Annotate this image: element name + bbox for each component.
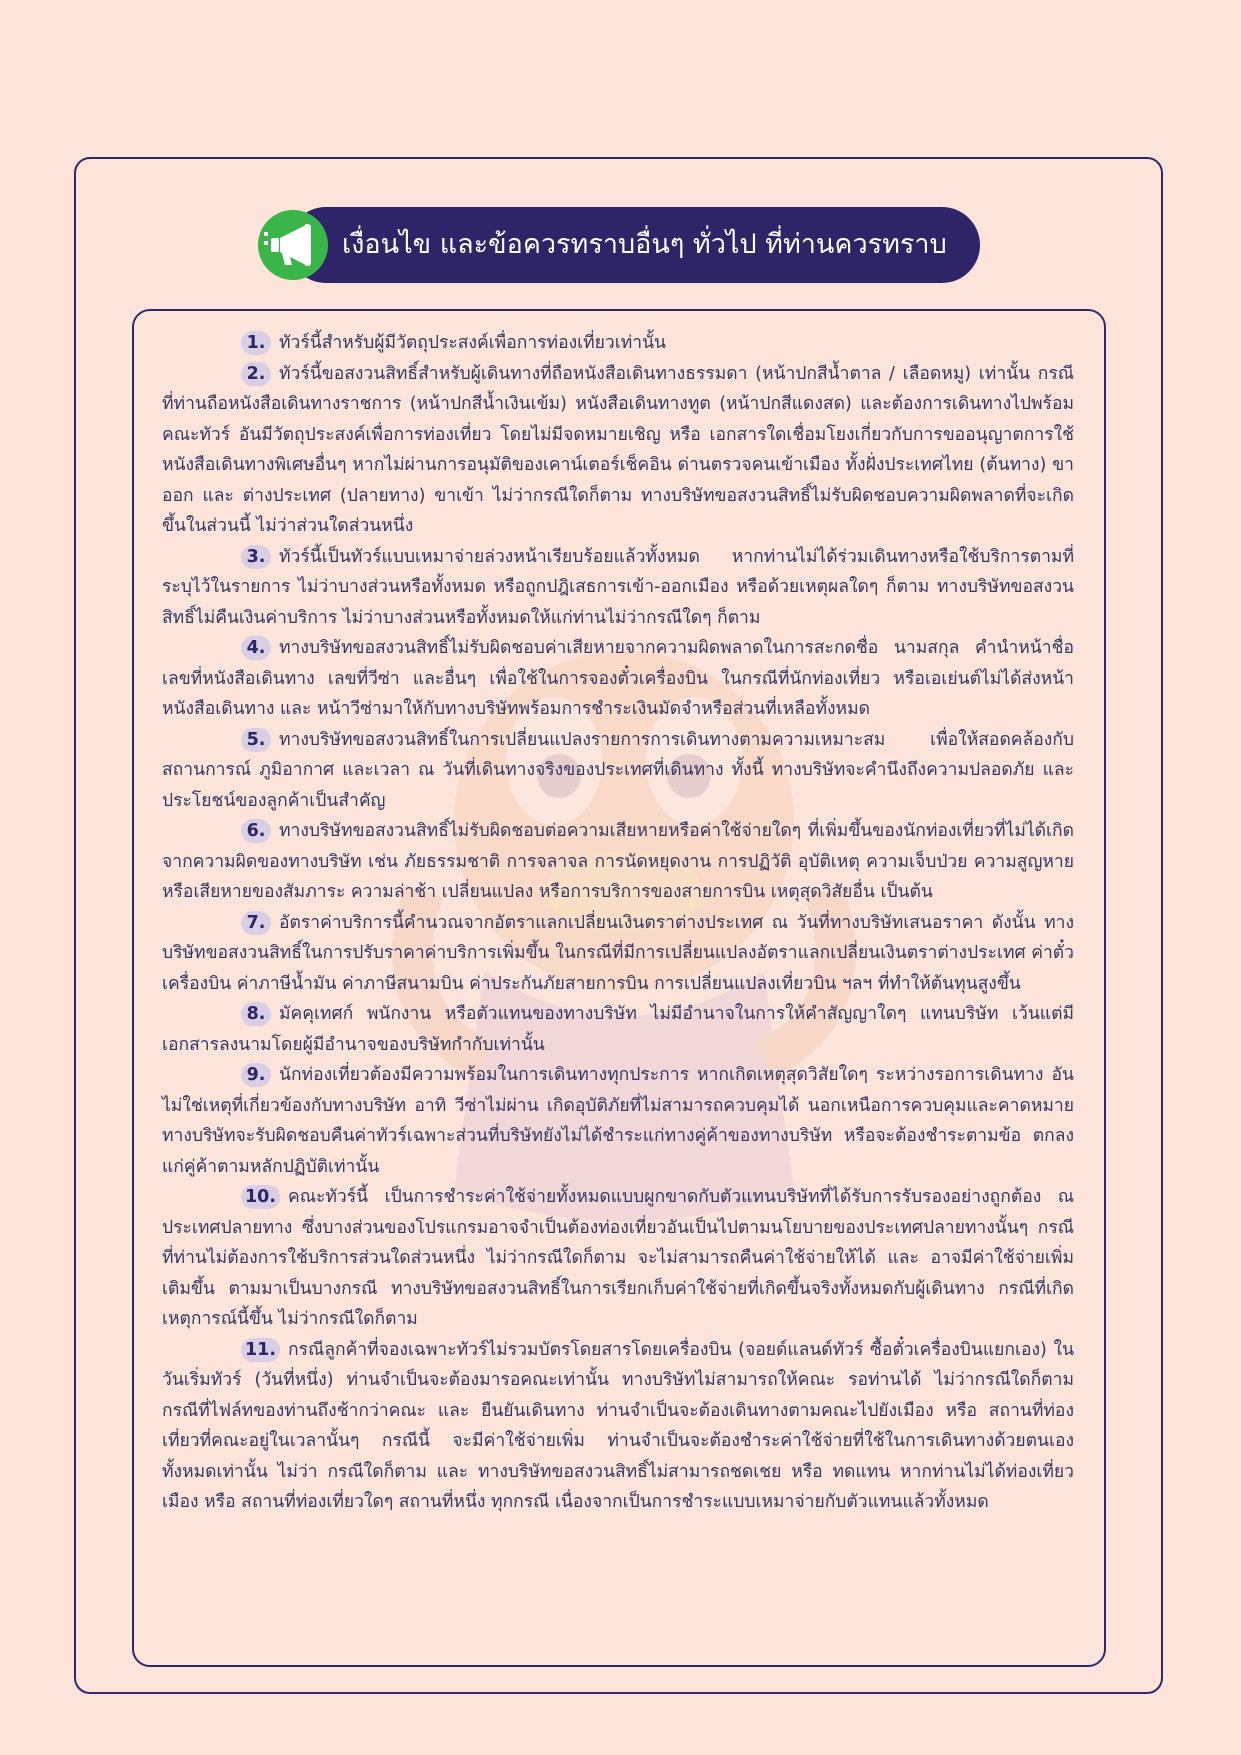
clause-item	[162, 1335, 1074, 1518]
clause-text: กรณีลูกค้าที่จองเฉพาะทัวร์ไม่รวมบัตรโดยสารโดยเครื่องบิน (จอยด์แลนด์ทัวร์ ซื้อตั๋วเครื่องบินแยกเอง) ในวันเริ่มทัวร์ (วันที่หนึ่ง) ท่านจำเป็นจะต้องมารอคณะเท่านั้น ทางบริษัทไม่สามารถให้คณะ รอท่านได้ ไม่ว่ากรณีใดก็ตาม กรณีที่ไฟล์ทของท่านถึงช้ากว่าคณะ และ ยืนยันเดินทาง ท่านจำเป็นจะต้องเดินทางตามคณะไปยังเมือง หรือ สถานที่ท่องเที่ยวที่คณะอยู่ในเวลานั้นๆ กรณีนี้ จะมีค่าใช้จ่ายเพิ่ม ท่านจำเป็นจะต้องชำระค่าใช้จ่ายที่ใช้ในการเดินทางด้วยตนเองทั้งหมดเท่านั้น ไม่ว่า กรณีใดก็ตาม และ ทางบริษัทขอสงวนสิทธิ์ไม่สามารถชดเชย หรือ ทดแทน หากท่านไม่ได้ท่องเที่ยวเมือง หรือ สถานที่ท่องเที่ยวใดๆ สถานที่หนึ่ง ทุกกรณี เนื่องจากเป็นการชำระแบบเหมาจ่ายกับตัวแทนแล้วทั้งหมด	[162, 1339, 1074, 1512]
clause-item	[162, 999, 1074, 1060]
megaphone-icon	[258, 210, 328, 280]
page-title: เงื่อนไข และข้อควรทราบอื่นๆ ทั่วไป ที่ท่านควรทราบ	[342, 229, 947, 260]
clause-list	[162, 328, 1074, 1518]
clause-number: 3.	[241, 545, 271, 569]
clause-text: ทัวร์นี้สำหรับผู้มีวัตถุประสงค์เพื่อการท่องเที่ยวเท่านั้น	[279, 333, 666, 353]
clause-text: ทัวร์นี้เป็นทัวร์แบบเหมาจ่ายล่วงหน้าเรียบร้อยแล้วทั้งหมด หากท่านไม่ได้ร่วมเดินทางหรือใช้บริการตามที่ระบุไว้ในรายการ ไม่ว่าบางส่วนหรือทั้งหมด หรือถูกปฎิเสธการเข้า-ออกเมือง หรือด้วยเหตุผลใดๆ ก็ตาม ทางบริษัทขอสงวนสิทธิ์ไม่คืนเงินค่าบริการ ไม่ว่าบางส่วนหรือทั้งหมดให้แก่ท่านไม่ว่ากรณีใดๆ ก็ตาม	[162, 546, 1074, 628]
clause-text: ทัวร์นี้ขอสงวนสิทธิ์สำหรับผู้เดินทางที่ถือหนังสือเดินทางธรรมดา (หน้าปกสีน้ำตาล / เลือดหมู) เท่านั้น กรณีที่ท่านถือหนังสือเดินทางราชการ (หน้าปกสีน้ำเงินเข้ม) หนังสือเดินทางทูต (หน้าปกสีแดงสด) และต้องการเดินทางไปพร้อมคณะทัวร์ อันมีวัตถุประสงค์เพื่อการท่องเที่ยว โดยไม่มีจดหมายเชิญ หรือ เอกสารใดเชื่อมโยงเกี่ยวกับการขออนุญาตการใช้หนังสือเดินทางพิเศษอื่นๆ หากไม่ผ่านการอนุมัติของเคาน์เตอร์เช็คอิน ด่านตรวจคนเข้าเมือง ทั้งฝั่งประเทศไทย (ต้นทาง) ขาออก และ ต่างประเทศ (ปลายทาง) ขาเข้า ไม่ว่ากรณีใดก็ตาม ทางบริษัทขอสงวนสิทธิ์ไม่รับผิดชอบความผิดพลาดที่จะเกิดขึ้นในส่วนนี้ ไม่ว่าส่วนใดส่วนหนึ่ง	[162, 363, 1074, 536]
clause-number: 11.	[241, 1338, 280, 1362]
clause-number: 4.	[241, 636, 271, 660]
clause-number: 6.	[241, 819, 271, 843]
clause-item	[162, 1182, 1074, 1335]
clause-text: ทางบริษัทขอสงวนสิทธิ์ในการเปลี่ยนแปลงรายการการเดินทางตามความเหมาะสม เพื่อให้สอดคล้องกับ สถานการณ์ ภูมิอากาศ และเวลา ณ วันที่เดินทางจริงของประเทศที่เดินทาง ทั้งนี้ ทางบริษัทจะคำนึงถึงความปลอดภัย และ ประโยชน์ของลูกค้าเป็นสำคัญ	[162, 729, 1074, 811]
clause-item	[162, 816, 1074, 908]
clause-item	[162, 328, 1074, 359]
clause-number: 9.	[241, 1063, 271, 1087]
clause-item	[162, 359, 1074, 542]
clause-text: ทางบริษัทขอสงวนสิทธิ์ไม่รับผิดชอบค่าเสียหายจากความผิดพลาดในการสะกดชื่อ นามสกุล คำนำหน้าชื่อ เลขที่หนังสือเดินทาง เลขที่วีซ่า และอื่นๆ เพื่อใช้ในการจองตั๋วเครื่องบิน ในกรณีที่นักท่องเที่ยว หรือเอเย่นต์ไม่ได้ส่งหน้าหนังสือเดินทาง และ หน้าวีซ่ามาให้กับทางบริษัทพร้อมการชำระเงินมัดจำหรือส่วนที่เหลือทั้งหมด	[162, 638, 1074, 719]
conditions-box	[132, 309, 1106, 1667]
clause-number: 8.	[241, 1002, 271, 1026]
title-banner	[258, 207, 980, 283]
clause-number: 1.	[241, 331, 271, 355]
clause-text: อัตราค่าบริการนี้คำนวณจากอัตราแลกเปลี่ยนเงินตราต่างประเทศ ณ วันที่ทางบริษัทเสนอราคา ดังนั้น ทางบริษัทขอสงวนสิทธิ์ในการปรับราคาค่าบริการเพิ่มขึ้น ในกรณีที่มีการเปลี่ยนแปลงอัตราแลกเปลี่ยนเงินตราต่างประเทศ ค่าตั๋ว เครื่องบิน ค่าภาษีน้ำมัน ค่าภาษีสนามบิน ค่าประกันภัยสายการบิน การเปลี่ยนแปลงเที่ยวบิน ฯลฯ ที่ทำให้ต้นทุนสูงขึ้น	[162, 912, 1074, 994]
clause-number: 5.	[241, 728, 271, 752]
clause-text: มัคคุเทศก์ พนักงาน หรือตัวแทนของทางบริษัท ไม่มีอำนาจในการให้คำสัญญาใดๆ แทนบริษัท เว้นแต่มีเอกสารลงนามโดยผู้มีอำนาจของบริษัทกำกับเท่านั้น	[162, 1004, 1074, 1055]
clause-number: 10.	[241, 1185, 280, 1209]
clause-number: 7.	[241, 911, 271, 935]
clause-text: คณะทัวร์นี้ เป็นการชำระค่าใช้จ่ายทั้งหมดแบบผูกขาดกับตัวแทนบริษัทที่ได้รับการรับรองอย่างถูกต้อง ณ ประเทศปลายทาง ซึ่งบางส่วนของโปรแกรมอาจจำเป็นต้องท่องเที่ยวอันเป็นไปตามนโยบายของประเทศปลายทางนั้นๆ กรณีที่ท่านไม่ต้องการใช้บริการส่วนใดส่วนหนึ่ง ไม่ว่ากรณีใดก็ตาม จะไม่สามารถคืนค่าใช้จ่ายให้ได้ และ อาจมีค่าใช้จ่ายเพิ่มเติมขึ้น ตามมาเป็นบางกรณี ทางบริษัทขอสงวนสิทธิ์ในการเรียกเก็บค่าใช้จ่ายที่เกิดขึ้นจริงทั้งหมดกับผู้เดินทาง กรณีที่เกิดเหตุการณ์นี้ขึ้น ไม่ว่ากรณีใดก็ตาม	[162, 1187, 1074, 1329]
clause-item	[162, 908, 1074, 1000]
clause-text: ทางบริษัทขอสงวนสิทธิ์ไม่รับผิดชอบต่อความเสียหายหรือค่าใช้จ่ายใดๆ ที่เพิ่มขึ้นของนักท่องเที่ยวที่ไม่ได้เกิดจากความผิดของทางบริษัท เช่น ภัยธรรมชาติ การจลาจล การนัดหยุดงาน การปฏิวัติ อุบัติเหตุ ความเจ็บป่วย ความสูญหายหรือเสียหายของสัมภาระ ความล่าช้า เปลี่ยนแปลง หรือการบริการของสายการบิน เหตุสุดวิสัยอื่น เป็นต้น	[162, 821, 1074, 902]
clause-text: นักท่องเที่ยวต้องมีความพร้อมในการเดินทางทุกประการ หากเกิดเหตุสุดวิสัยใดๆ ระหว่างรอการเดินทาง อันไม่ใช่เหตุที่เกี่ยวข้องกับทางบริษัท อาทิ วีซ่าไม่ผ่าน เกิดอุบัติภัยที่ไม่สามารถควบคุมได้ นอกเหนือการควบคุมและคาดหมาย ทางบริษัทจะรับผิดชอบคืนค่าทัวร์เฉพาะส่วนที่บริษัทยังไม่ได้ชำระแก่ทางคู่ค้าของทางบริษัท หรือจะต้องชำระตามข้อ ตกลงแก่คู่ค้าตามหลักปฏิบัติเท่านั้น	[162, 1065, 1074, 1177]
clause-item	[162, 633, 1074, 725]
clause-item	[162, 725, 1074, 817]
clause-item	[162, 1060, 1074, 1182]
clause-number: 2.	[241, 362, 271, 386]
clause-item	[162, 542, 1074, 634]
